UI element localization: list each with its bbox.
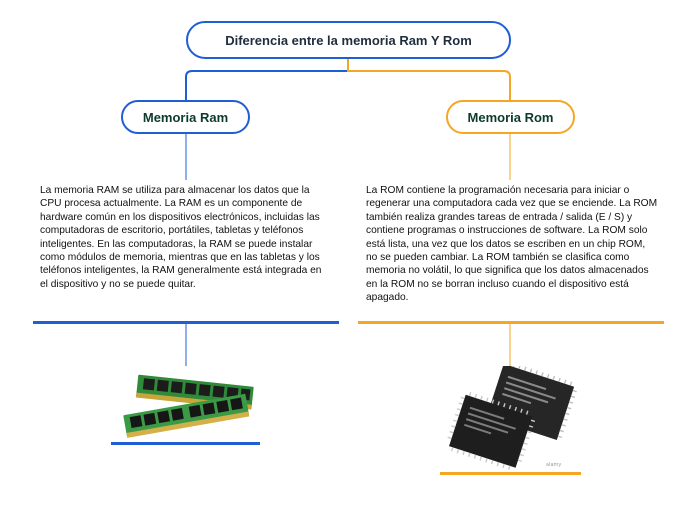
connector-root-rom	[348, 59, 510, 100]
rom-branch-node[interactable]	[446, 100, 575, 134]
rom-description-underline	[358, 321, 664, 324]
root-topic-title: Diferencia entre la memoria Ram Y Rom	[225, 32, 472, 48]
ram-description-underline	[33, 321, 339, 324]
ram-description[interactable]: La memoria RAM se utiliza para almacenar los datos que la CPU procesa actualmente. La RAM es un componente de hardware común en los dispositivos electrónicos, incluidas las computadoras de escritorio, portátiles, tabletas y teléfonos inteligentes. En las computadoras, la RAM se puede instalar como módulos de memoria, mientras que en las tabletas y los teléfonos inteligentes, la RAM generalmente está integrada en el dispositivo y no se puede quitar.	[40, 185, 322, 290]
ram-image-underline	[111, 442, 260, 445]
rom-description[interactable]: La ROM contiene la programación necesaria para iniciar o regenerar una computadora cada vez que se enciende. La ROM también realiza grandes tareas de entrada / salida (E / S) y contiene programas o instrucciones de software. La ROM solo está lista, una vez que los datos se escriben en un chip ROM, no se pueden cambiar. La ROM también se clasifica como memoria no volátil, lo que significa que los datos almacenados en la ROM no se borran incluso cuando el dispositivo está apagado.	[366, 185, 658, 304]
root-topic-node[interactable]	[186, 21, 511, 59]
rom-image-underline	[440, 472, 581, 475]
rom-branch-title: Memoria Rom	[467, 109, 554, 125]
rom-image-watermark: alamy	[546, 462, 562, 468]
ram-modules-image[interactable]	[118, 370, 258, 438]
ram-branch-node[interactable]	[121, 100, 250, 134]
rom-chip-image[interactable]	[440, 366, 582, 470]
ram-branch-title: Memoria Ram	[142, 109, 229, 125]
connector-root-ram	[186, 59, 348, 100]
